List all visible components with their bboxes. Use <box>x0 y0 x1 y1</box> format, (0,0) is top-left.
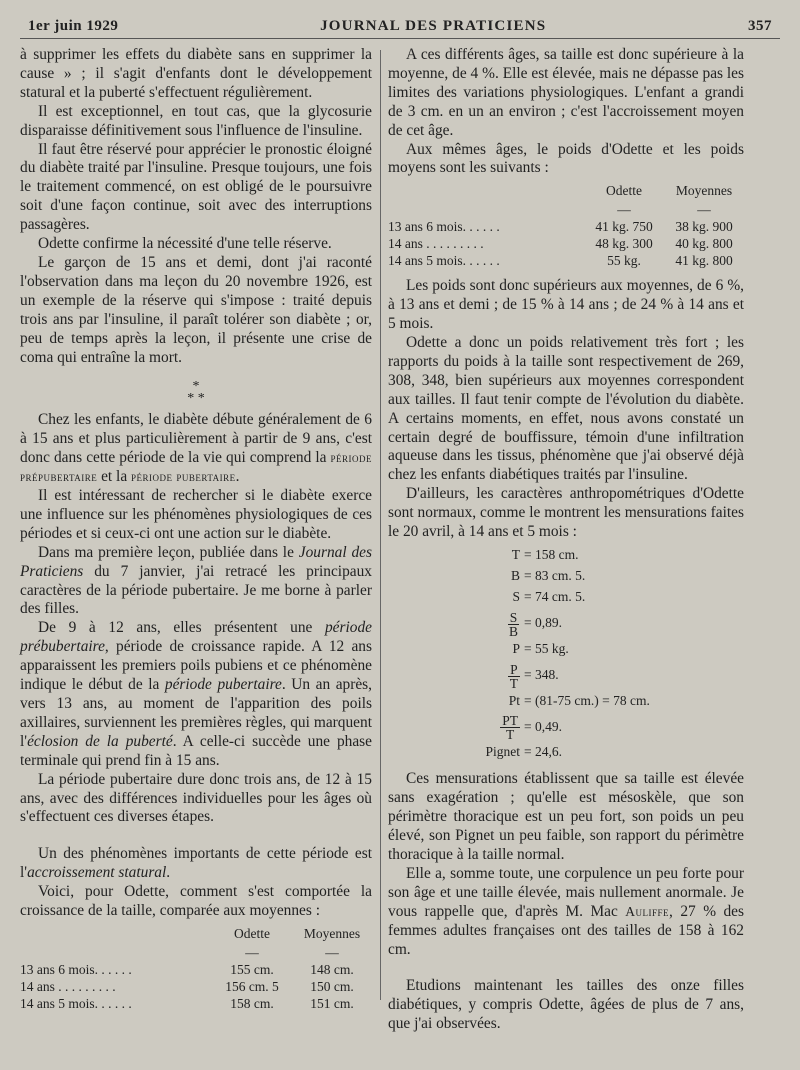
asterism-top: * <box>192 379 200 395</box>
table-row <box>20 978 372 995</box>
measurement-row <box>388 546 744 565</box>
denominator: B <box>508 623 518 639</box>
measurement-value: = 0,49. <box>524 718 562 734</box>
average-value: 151 cm. <box>310 995 354 1011</box>
measurement-value: = 158 cm. <box>524 546 579 562</box>
numerator: P <box>510 661 518 677</box>
small-caps-term: période pubertaire <box>131 469 236 485</box>
paragraph <box>20 845 372 883</box>
dash: — <box>245 944 259 960</box>
header-journal-title: JOURNAL DES PRATICIENS <box>320 17 547 34</box>
paragraph: Odette confirme la nécessité d'une telle réserve. <box>38 235 332 253</box>
text: . <box>166 864 171 882</box>
row-label: 14 ans 5 mois. . . . . . <box>20 995 132 1011</box>
numerator: S <box>509 609 518 625</box>
row-label: 13 ans 6 mois. . . . . . <box>20 961 132 977</box>
height-table <box>20 925 372 1012</box>
average-value: 150 cm. <box>310 978 354 994</box>
weight-table <box>388 182 744 269</box>
paragraph <box>388 865 744 960</box>
table-dash-row <box>20 944 372 961</box>
column-header: Moyennes <box>675 183 733 199</box>
measurement-symbol: Pignet <box>485 744 520 760</box>
measurements-block <box>388 546 744 762</box>
text: , période de croissance rapide. A 12 ans apparaissent les premiers poils pubiens et ce phénomène indique le début de la <box>20 638 372 694</box>
denominator: T <box>505 727 515 743</box>
italic-text: Journal des Praticiens <box>20 543 372 580</box>
fraction <box>507 611 520 638</box>
right-column <box>388 46 744 1034</box>
text: du 7 janvier, j'ai retracé les principaux caractères de la période pubertaire. Je me borne à parler des filles. <box>20 562 372 618</box>
row-label: 14 ans . . . . . . . . . <box>388 236 484 252</box>
average-value: 38 kg. 900 <box>675 219 733 235</box>
table-row <box>388 218 744 235</box>
italic-text: accroissement statural <box>27 864 167 882</box>
fraction <box>508 663 520 690</box>
table-row <box>388 235 744 252</box>
dash: — <box>325 944 339 960</box>
text: et la <box>97 468 132 486</box>
italic-text: éclosion de la puberté <box>27 732 173 750</box>
measurement-row <box>388 609 744 638</box>
text: Un des phénomènes importants de cette période est l' <box>20 845 372 882</box>
numerator: PT <box>502 713 518 729</box>
header-page-number: 357 <box>747 17 772 34</box>
paragraph: Ces mensurations établissent que sa taille est élevée sans exagération ; qu'elle est mésoskèle, que son périmètre thoracique est un peu fort, son poids un peu élevé, son Pignet un peu faible, son rapport du périmètre thoracique à la taille normal. <box>388 770 744 863</box>
paragraph: D'ailleurs, les caractères anthropométriques d'Odette sont normaux, comme le montrent les mensurations faites le 20 avril, à 14 ans et 5 mois : <box>388 485 744 541</box>
asterism <box>20 381 372 405</box>
measurement-row <box>388 588 744 607</box>
running-header <box>28 14 772 38</box>
fraction <box>500 714 520 741</box>
measurement-row <box>388 692 744 711</box>
italic-text: période pubertaire <box>164 676 282 694</box>
measurement-symbol: Pt <box>508 692 520 708</box>
text: . Un an après, vers 13 ans, au moment de l'apparition des poils axillaires, surviennent les premières règles, qui marquent l' <box>20 676 373 750</box>
header-rule <box>20 38 780 39</box>
paragraph: Il est exceptionnel, en tout cas, que la glycosurie disparaisse définitivement sous l'influence de l'insuline. <box>20 102 372 139</box>
measurement-value: = 0,89. <box>524 614 562 630</box>
odette-value: 156 cm. 5 <box>225 978 279 994</box>
small-caps-name: Auliffe <box>625 903 670 919</box>
header-date: 1er juin 1929 <box>28 17 119 34</box>
measurement-value: = 83 cm. 5. <box>524 567 586 583</box>
paragraph <box>20 411 372 487</box>
row-label: 14 ans 5 mois. . . . . . <box>388 253 500 269</box>
asterism-bottom: * * <box>187 391 205 407</box>
table-row <box>20 995 372 1012</box>
paragraph: A ces différents âges, sa taille est donc supérieure à la moyenne, de 4 %. Elle est élevée, mais ne dépasse pas les limites des variations physiologiques. L'enfant a grandi de 3 cm. en un an environ ; c'est l'accroissement moyen de cet âge. <box>388 46 744 139</box>
text: Elle a, somme toute, une corpulence un peu forte pour son âge et une taille élevée, mais nullement anormale. Je vous rappelle que, d'après M. Mac <box>388 864 744 920</box>
paragraph: La période pubertaire dure donc trois ans, de 12 à 15 ans, avec des différences individuelles pour les âges où s'effectuent ces diverses étapes. <box>20 770 372 826</box>
measurement-value: = 55 kg. <box>524 640 569 656</box>
column-rule <box>380 50 381 1000</box>
measurement-value: = (81-75 cm.) = 78 cm. <box>524 692 650 708</box>
text: . A celle-ci succède une phase terminale qui prend fin à 15 ans. <box>20 732 372 769</box>
measurement-row <box>388 567 744 586</box>
paragraph: Voici, pour Odette, comment s'est comportée la croissance de la taille, comparée aux moyennes : <box>20 883 372 920</box>
paragraph: Etudions maintenant les tailles des onze filles diabétiques, y compris Odette, âgées de plus de 7 ans, que j'ai observées. <box>388 977 744 1033</box>
text: Chez les enfants, le diabète débute généralement de 6 à 15 ans et plus particulièrement à partir de 9 ans, c'est donc dans cette période de la vie qui comprend la <box>20 411 372 467</box>
paragraph <box>20 544 372 620</box>
paragraph: Les poids sont donc supérieurs aux moyennes, de 6 %, à 13 ans et demi ; de 15 % à 14 ans ; de 24 % à 14 ans et 5 mois. <box>388 277 744 333</box>
odette-value: 155 cm. <box>230 961 274 977</box>
text: . <box>235 468 240 486</box>
odette-value: 41 kg. 750 <box>595 219 653 235</box>
text: , 27 % des femmes adultes françaises ont des tailles de 158 à 162 cm. <box>388 902 744 958</box>
paragraph: Il faut être réservé pour apprécier le pronostic éloigné du diabète traité par l'insuline. Presque toujours, une fois le traitement commencé, on est obligé de le poursuivre soit d'une façon continue, soit avec des interruptions passagères. <box>20 140 372 234</box>
small-caps-term: période prépubertaire <box>20 450 372 485</box>
column-header: Odette <box>234 925 270 941</box>
measurement-value: = 24,6. <box>524 744 562 760</box>
text: Dans ma première leçon, publiée dans le <box>38 543 299 561</box>
table-dash-row <box>388 201 744 218</box>
odette-value: 158 cm. <box>230 995 274 1011</box>
measurement-row <box>388 661 744 690</box>
measurement-value: = 74 cm. 5. <box>524 588 586 604</box>
average-value: 40 kg. 800 <box>675 236 733 252</box>
paragraph: Il est intéressant de rechercher si le diabète exerce une influence sur les phénomènes physiologiques de ces périodes et si ceux-ci ont une action sur le diabète. <box>20 487 372 542</box>
table-row <box>388 252 744 269</box>
table-header-row <box>388 182 744 201</box>
dash: — <box>697 202 711 218</box>
table-row <box>20 961 372 978</box>
odette-value: 55 kg. <box>607 253 641 269</box>
average-value: 148 cm. <box>310 961 354 977</box>
table-header-row <box>20 925 372 944</box>
row-label: 13 ans 6 mois. . . . . . <box>388 219 500 235</box>
italic-text: période prébubertaire <box>20 619 372 656</box>
paragraph <box>20 619 372 770</box>
odette-value: 48 kg. 300 <box>595 236 653 252</box>
text: De 9 à 12 ans, elles présentent une <box>38 619 325 637</box>
measurement-symbol: T <box>511 546 520 562</box>
paragraph: Aux mêmes âges, le poids d'Odette et les poids moyens sont les suivants : <box>388 140 744 177</box>
dash: — <box>617 202 631 218</box>
paragraph: à supprimer les effets du diabète sans en supprimer la cause » ; il s'agit d'enfants dont le développement statural et la puberté s'effectuent régulièrement. <box>20 46 372 101</box>
measurement-symbol: B <box>510 567 520 583</box>
measurement-value: = 348. <box>524 666 559 682</box>
column-header: Odette <box>606 183 642 199</box>
row-label: 14 ans . . . . . . . . . <box>20 978 116 994</box>
measurement-row <box>388 743 744 762</box>
paragraph: Le garçon de 15 ans et demi, dont j'ai raconté l'observation dans ma leçon du 20 novembre 1926, est un exemple de la réserve qui s'impose : traité depuis trois ans par l'insuline, il paraît tolérer son diabète ; or, peu de temps après la leçon, il présente une crise de coma qui entraîne la mort. <box>20 253 372 366</box>
measurement-symbol: S <box>512 588 520 604</box>
measurement-row <box>388 712 744 741</box>
measurement-row <box>388 640 744 659</box>
denominator: T <box>509 675 518 691</box>
left-column <box>20 46 372 1020</box>
average-value: 41 kg. 800 <box>675 253 733 269</box>
column-header: Moyennes <box>303 925 361 941</box>
paragraph: Odette a donc un poids relativement très fort ; les rapports du poids à la taille sont respectivement de 269, 308, 348, bien supérieurs aux moyennes correspondent aux tailles. Il faut tenir compte de l'évolution du diabète. A certains moments, en effet, nous avons constaté un certain degré de bouffissure, témoin d'une infiltration aqueuse dans les tissus, phénomène que j'ai observé déjà chez les enfants diabétiques traités par l'insuline. <box>388 333 744 484</box>
measurement-symbol: P <box>512 640 520 656</box>
